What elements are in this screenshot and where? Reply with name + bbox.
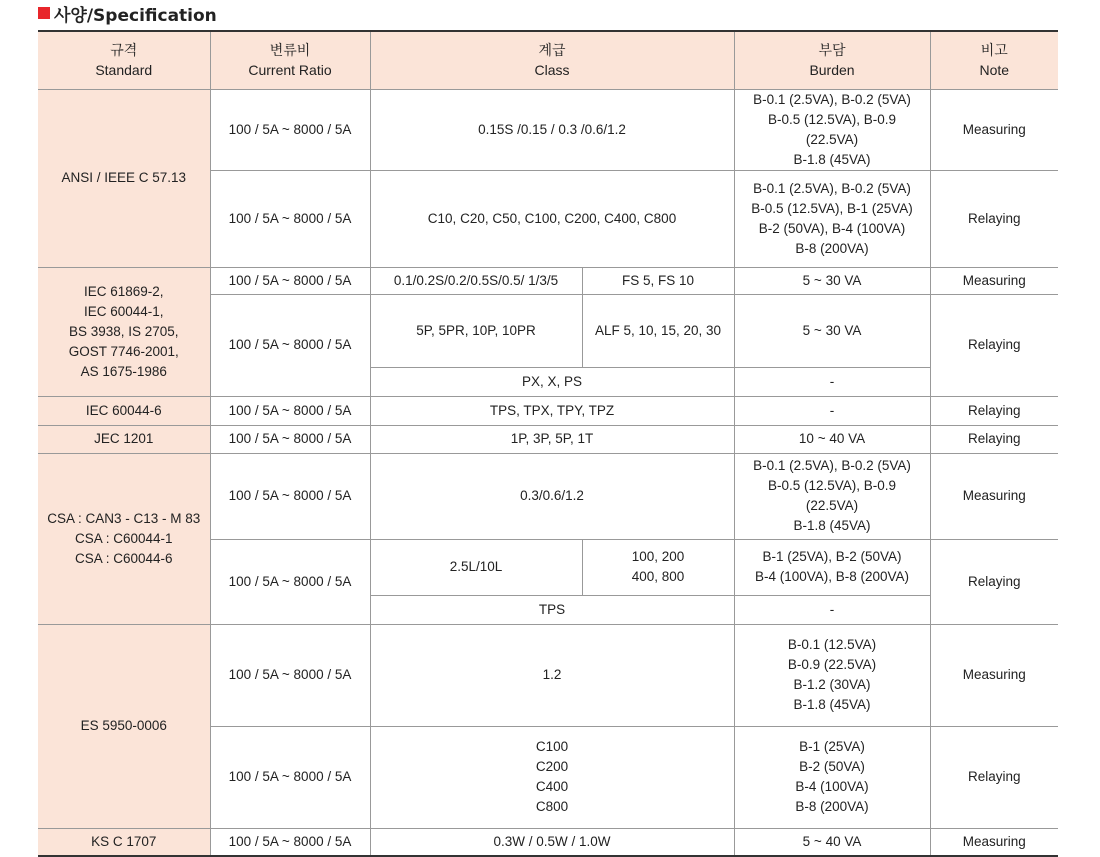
ratio-cell: 100 / 5A ~ 8000 / 5A xyxy=(210,828,370,856)
standard-cell: CSA : CAN3 - C13 - M 83 CSA : C60044-1 CSA : C60044-6 xyxy=(38,453,210,624)
burden-cell: B-0.1 (2.5VA), B-0.2 (5VA) B-0.5 (12.5VA), B-0.9 (22.5VA) B-1.8 (45VA) xyxy=(734,89,930,170)
note-cell: Measuring xyxy=(930,828,1058,856)
ratio-cell: 100 / 5A ~ 8000 / 5A xyxy=(210,453,370,539)
header-class: 계급 Class xyxy=(370,31,734,89)
table-row xyxy=(38,425,1058,453)
note-cell: Measuring xyxy=(930,624,1058,726)
note-cell: Measuring xyxy=(930,89,1058,170)
class-cell: TPS xyxy=(370,595,734,624)
standard-cell: ES 5950-0006 xyxy=(38,624,210,828)
ratio-cell: 100 / 5A ~ 8000 / 5A xyxy=(210,267,370,294)
burden-cell: - xyxy=(734,396,930,425)
table-row xyxy=(38,396,1058,425)
burden-cell: B-1 (25VA), B-2 (50VA) B-4 (100VA), B-8 (200VA) xyxy=(734,539,930,595)
class-cell: TPS, TPX, TPY, TPZ xyxy=(370,396,734,425)
header-burden: 부담 Burden xyxy=(734,31,930,89)
burden-cell: 10 ~ 40 VA xyxy=(734,425,930,453)
standard-cell: ANSI / IEEE C 57.13 xyxy=(38,89,210,267)
class-cell: 1P, 3P, 5P, 1T xyxy=(370,425,734,453)
burden-cell: - xyxy=(734,595,930,624)
header-note: 비고 Note xyxy=(930,31,1058,89)
class-sub-cell: 100, 200 400, 800 xyxy=(582,539,734,595)
header-current-ratio: 변류비 Current Ratio xyxy=(210,31,370,89)
class-cell: 0.3/0.6/1.2 xyxy=(370,453,734,539)
note-cell: Measuring xyxy=(930,453,1058,539)
ratio-cell: 100 / 5A ~ 8000 / 5A xyxy=(210,294,370,396)
note-cell: Relaying xyxy=(930,170,1058,267)
class-cell: PX, X, PS xyxy=(370,367,734,396)
class-sub-cell: FS 5, FS 10 xyxy=(582,267,734,294)
class-cell: 0.3W / 0.5W / 1.0W xyxy=(370,828,734,856)
ratio-cell: 100 / 5A ~ 8000 / 5A xyxy=(210,726,370,828)
burden-cell: B-1 (25VA) B-2 (50VA) B-4 (100VA) B-8 (200VA) xyxy=(734,726,930,828)
class-cell: 2.5L/10L xyxy=(370,539,582,595)
table-row xyxy=(38,828,1058,856)
standard-cell: KS C 1707 xyxy=(38,828,210,856)
burden-cell: - xyxy=(734,367,930,396)
note-cell: Relaying xyxy=(930,539,1058,624)
ratio-cell: 100 / 5A ~ 8000 / 5A xyxy=(210,539,370,624)
table-header-row xyxy=(38,31,1058,89)
table-row xyxy=(38,453,1058,539)
burden-cell: B-0.1 (2.5VA), B-0.2 (5VA) B-0.5 (12.5VA), B-1 (25VA) B-2 (50VA), B-4 (100VA) B-8 (200VA) xyxy=(734,170,930,267)
ratio-cell: 100 / 5A ~ 8000 / 5A xyxy=(210,396,370,425)
class-sub-cell: ALF 5, 10, 15, 20, 30 xyxy=(582,294,734,367)
class-cell: 5P, 5PR, 10P, 10PR xyxy=(370,294,582,367)
section-title xyxy=(38,0,217,26)
burden-cell: 5 ~ 30 VA xyxy=(734,267,930,294)
header-standard: 규격 Standard xyxy=(38,31,210,89)
standard-cell: JEC 1201 xyxy=(38,425,210,453)
ratio-cell: 100 / 5A ~ 8000 / 5A xyxy=(210,170,370,267)
ratio-cell: 100 / 5A ~ 8000 / 5A xyxy=(210,624,370,726)
specification-table xyxy=(38,30,1058,857)
table-row xyxy=(38,267,1058,294)
class-cell: C100 C200 C400 C800 xyxy=(370,726,734,828)
class-cell: 0.1/0.2S/0.2/0.5S/0.5/ 1/3/5 xyxy=(370,267,582,294)
note-cell: Relaying xyxy=(930,396,1058,425)
table-row xyxy=(38,89,1058,170)
class-cell: C10, C20, C50, C100, C200, C400, C800 xyxy=(370,170,734,267)
note-cell: Relaying xyxy=(930,425,1058,453)
table-row xyxy=(38,624,1058,726)
note-cell: Measuring xyxy=(930,267,1058,294)
standard-cell: IEC 60044-6 xyxy=(38,396,210,425)
section-title-text: 사양/Specification xyxy=(54,5,217,26)
class-cell: 1.2 xyxy=(370,624,734,726)
note-cell: Relaying xyxy=(930,726,1058,828)
ratio-cell: 100 / 5A ~ 8000 / 5A xyxy=(210,89,370,170)
standard-cell: IEC 61869-2, IEC 60044-1, BS 3938, IS 2705, GOST 7746-2001, AS 1675-1986 xyxy=(38,267,210,396)
burden-cell: B-0.1 (2.5VA), B-0.2 (5VA) B-0.5 (12.5VA), B-0.9 (22.5VA) B-1.8 (45VA) xyxy=(734,453,930,539)
burden-cell: 5 ~ 40 VA xyxy=(734,828,930,856)
title-marker-icon xyxy=(38,7,50,19)
class-cell: 0.15S /0.15 / 0.3 /0.6/1.2 xyxy=(370,89,734,170)
ratio-cell: 100 / 5A ~ 8000 / 5A xyxy=(210,425,370,453)
burden-cell: 5 ~ 30 VA xyxy=(734,294,930,367)
burden-cell: B-0.1 (12.5VA) B-0.9 (22.5VA) B-1.2 (30VA) B-1.8 (45VA) xyxy=(734,624,930,726)
note-cell: Relaying xyxy=(930,294,1058,396)
